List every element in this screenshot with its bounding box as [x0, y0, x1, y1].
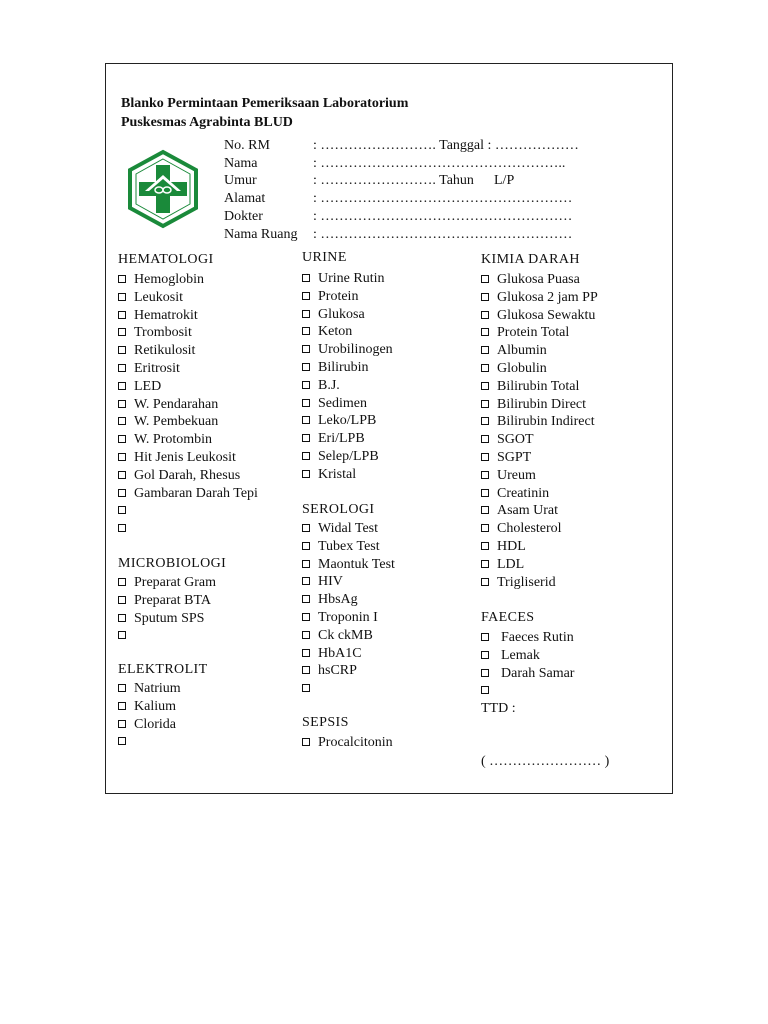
puskesmas-logo-icon	[127, 149, 199, 229]
checkbox[interactable]	[118, 489, 126, 497]
checkbox[interactable]	[302, 631, 310, 639]
checklist-item[interactable]	[481, 360, 547, 378]
checklist-item-label: Bilirubin	[318, 360, 369, 375]
checkbox[interactable]	[481, 651, 489, 659]
checklist-item[interactable]	[118, 449, 236, 467]
checklist-item[interactable]	[302, 734, 393, 752]
field-value[interactable]: : ………………………………………………	[313, 227, 573, 242]
checkbox[interactable]	[302, 524, 310, 532]
checklist-item-label: Bilirubin Indirect	[497, 414, 595, 430]
section-title-hematologi: HEMATOLOGI	[118, 252, 214, 267]
checklist-item-label: Glukosa Puasa	[497, 272, 580, 287]
checklist-item[interactable]	[118, 502, 134, 520]
checklist-item[interactable]	[481, 271, 580, 289]
checklist-item-label: Eritrosit	[134, 361, 180, 376]
checklist-item[interactable]	[302, 645, 362, 663]
checkbox[interactable]	[118, 435, 126, 443]
gender-option[interactable]: L/P	[494, 173, 515, 188]
checkbox[interactable]	[302, 684, 310, 692]
checkbox[interactable]	[118, 596, 126, 604]
checkbox[interactable]	[481, 669, 489, 677]
clinic-name: Puskesmas Agrabinta BLUD	[121, 115, 293, 130]
checklist-item-label: Maontuk Test	[318, 556, 395, 572]
checklist-item-label: LDL	[497, 556, 525, 572]
checklist-item[interactable]	[118, 680, 181, 698]
checkbox[interactable]	[302, 542, 310, 550]
checklist-item-label: Bilirubin Direct	[497, 396, 587, 412]
checkbox[interactable]	[118, 417, 126, 425]
checklist-item[interactable]	[481, 289, 598, 307]
checkbox[interactable]	[118, 328, 126, 336]
checkbox[interactable]	[302, 595, 310, 603]
checklist-item-label: Preparat BTA	[134, 592, 212, 608]
checklist-item-label: HDL	[497, 539, 526, 554]
checkbox[interactable]	[118, 524, 126, 532]
checklist-item-label: Kristal	[318, 466, 357, 482]
checkbox[interactable]	[118, 311, 126, 319]
checkbox[interactable]	[481, 417, 489, 425]
checkbox[interactable]	[118, 506, 126, 514]
checklist-item-label: W. Pendarahan	[134, 396, 219, 412]
checkbox[interactable]	[481, 542, 489, 550]
field-label: Alamat	[224, 191, 266, 206]
checklist-item-label: Cholesterol	[497, 521, 562, 537]
checkbox[interactable]	[118, 578, 126, 586]
checklist-item-label: Glukosa	[318, 306, 365, 322]
checklist-item-label: SGPT	[497, 450, 532, 465]
checklist-item[interactable]	[302, 270, 385, 288]
checklist-item[interactable]	[302, 412, 376, 430]
checklist-item[interactable]	[302, 520, 378, 538]
checklist-item-label: Urobilinogen	[318, 342, 393, 358]
checkbox[interactable]	[481, 400, 489, 408]
checklist-item-label: Lemak	[501, 647, 540, 663]
checklist-item[interactable]	[118, 324, 192, 342]
checkbox[interactable]	[481, 382, 489, 390]
checklist-item[interactable]	[481, 378, 579, 396]
checklist-item[interactable]	[118, 467, 240, 485]
checklist-item-label: Globulin	[497, 361, 547, 376]
checklist-item[interactable]	[118, 733, 134, 751]
checklist-item-label: Gol Darah, Rhesus	[134, 467, 241, 483]
checklist-item[interactable]	[481, 431, 534, 449]
checklist-item[interactable]	[481, 413, 595, 431]
checkbox[interactable]	[302, 434, 310, 442]
checklist-item[interactable]	[118, 574, 216, 592]
checkbox[interactable]	[481, 435, 489, 443]
checkbox[interactable]	[118, 275, 126, 283]
checklist-item[interactable]	[302, 627, 373, 645]
checkbox[interactable]	[481, 346, 489, 354]
checkbox[interactable]	[302, 345, 310, 353]
checklist-item-label: Ck ckMB	[318, 627, 373, 643]
checklist-item-label: Gambaran Darah Tepi	[134, 485, 258, 501]
checkbox[interactable]	[481, 633, 489, 641]
checklist-item-label: HbsAg	[318, 592, 358, 608]
checkbox[interactable]	[302, 292, 310, 300]
checklist-item[interactable]	[481, 502, 558, 520]
checkbox[interactable]	[302, 470, 310, 478]
checkbox[interactable]	[118, 453, 126, 461]
checklist-item[interactable]	[302, 556, 395, 574]
field-label: Umur	[224, 173, 257, 188]
checklist-item[interactable]	[118, 698, 176, 716]
checkbox[interactable]	[302, 666, 310, 674]
checklist-item-label: B.J.	[318, 377, 340, 393]
checklist-item[interactable]	[118, 271, 204, 289]
checklist-item[interactable]	[481, 556, 524, 574]
field-value[interactable]: : ………………………………………………	[313, 191, 573, 206]
checklist-item[interactable]	[302, 448, 379, 466]
checklist-item[interactable]	[481, 396, 586, 414]
field-value[interactable]: : ……………………………………………..	[313, 156, 566, 171]
checklist-item-label: W. Pembekuan	[134, 414, 219, 430]
lab-request-form	[105, 63, 673, 794]
checklist-item-label: Trigliserid	[497, 574, 556, 590]
checklist-item[interactable]	[302, 466, 356, 484]
checklist-item-label: Natrium	[134, 681, 181, 696]
checkbox[interactable]	[302, 381, 310, 389]
checklist-item[interactable]	[118, 289, 183, 307]
checklist-item[interactable]	[302, 680, 318, 698]
checklist-item[interactable]	[481, 682, 501, 700]
checklist-item-label: Hit Jenis Leukosit	[134, 450, 236, 465]
checkbox[interactable]	[118, 702, 126, 710]
checklist-item-label: Glukosa Sewaktu	[497, 307, 596, 323]
checklist-item-label: Troponin I	[318, 610, 378, 625]
field-value[interactable]: : ………………………………………………	[313, 209, 573, 224]
checklist-item-label: Preparat Gram	[134, 575, 217, 590]
form-title: Blanko Permintaan Pemeriksaan Laboratorium	[121, 96, 409, 111]
checklist-item[interactable]	[118, 431, 212, 449]
section-title-faeces: FAECES	[481, 610, 535, 625]
checklist-item-label: HIV	[318, 574, 343, 590]
checklist-item[interactable]	[481, 307, 595, 325]
checklist-item-label: Leko/LPB	[318, 413, 377, 429]
checklist-item[interactable]	[302, 359, 369, 377]
checkbox[interactable]	[481, 489, 489, 497]
field-label: Nama Ruang	[224, 227, 298, 242]
checkbox[interactable]	[118, 614, 126, 622]
checklist-item[interactable]	[118, 378, 161, 396]
checklist-item[interactable]	[302, 662, 357, 680]
checklist-item-label: Sedimen	[318, 395, 367, 411]
checkbox[interactable]	[302, 274, 310, 282]
checkbox[interactable]	[118, 720, 126, 728]
checkbox[interactable]	[118, 631, 126, 639]
checklist-item-label: Leukosit	[134, 289, 183, 305]
section-title-serologi: SEROLOGI	[302, 502, 375, 517]
checklist-item[interactable]	[302, 609, 378, 627]
checklist-item[interactable]	[302, 395, 367, 413]
checklist-item[interactable]	[481, 520, 562, 538]
field-value[interactable]: : ……………………. Tanggal : ………………	[313, 138, 579, 153]
checklist-item-label: Hemoglobin	[134, 272, 204, 287]
checklist-item[interactable]	[481, 449, 531, 467]
checkbox[interactable]	[118, 400, 126, 408]
checkbox[interactable]	[481, 311, 489, 319]
checklist-item-label: Widal Test	[318, 521, 379, 536]
checklist-item-label: Protein	[318, 288, 359, 304]
checklist-item-label: Asam Urat	[497, 503, 559, 519]
checklist-item[interactable]	[481, 324, 569, 342]
checkbox[interactable]	[302, 649, 310, 657]
checklist-item[interactable]	[118, 360, 180, 378]
checklist-item[interactable]	[118, 610, 204, 628]
checklist-item[interactable]	[481, 342, 547, 360]
checklist-item-label: Albumin	[497, 343, 547, 359]
checklist-item-label: Sputum SPS	[134, 610, 205, 626]
checkbox[interactable]	[302, 560, 310, 568]
checklist-item-label: Procalcitonin	[318, 735, 393, 750]
checklist-item[interactable]	[302, 591, 358, 609]
checkbox[interactable]	[118, 382, 126, 390]
checklist-item[interactable]	[481, 647, 540, 665]
checkbox[interactable]	[302, 399, 310, 407]
checkbox[interactable]	[481, 453, 489, 461]
checklist-item[interactable]	[118, 485, 258, 503]
checklist-item[interactable]	[481, 538, 526, 556]
checklist-item-label: Retikulosit	[134, 343, 196, 359]
checklist-item[interactable]	[302, 377, 340, 395]
checklist-item[interactable]	[118, 342, 195, 360]
checkbox[interactable]	[481, 471, 489, 479]
section-title-microbiologi: MICROBIOLOGI	[118, 556, 227, 571]
checkbox[interactable]	[302, 577, 310, 585]
checklist-item[interactable]	[302, 573, 343, 591]
section-title-urine: URINE	[302, 250, 347, 265]
checkbox[interactable]	[118, 737, 126, 745]
checklist-item[interactable]	[302, 306, 365, 324]
checklist-item-label: Protein Total	[497, 325, 570, 341]
checklist-item-label: Glukosa 2 jam PP	[497, 289, 598, 305]
checkbox[interactable]	[118, 684, 126, 692]
checklist-item[interactable]	[481, 665, 574, 683]
checklist-item[interactable]	[302, 341, 393, 359]
checklist-item[interactable]	[118, 716, 176, 734]
checkbox[interactable]	[481, 686, 489, 694]
checkbox[interactable]	[118, 293, 126, 301]
checklist-item[interactable]	[118, 307, 198, 325]
checklist-item-label: SGOT	[497, 432, 534, 448]
checkbox[interactable]	[118, 471, 126, 479]
checklist-item[interactable]	[118, 396, 218, 414]
checklist-item-label: Tubex Test	[318, 538, 380, 554]
checklist-item-label: Urine Rutin	[318, 271, 385, 286]
checkbox[interactable]	[481, 275, 489, 283]
checklist-item-label: Bilirubin Total	[497, 378, 580, 394]
section-title-kimia-darah: KIMIA DARAH	[481, 252, 580, 267]
checklist-item-label: Eri/LPB	[318, 431, 365, 447]
checkbox[interactable]	[302, 327, 310, 335]
checklist-item[interactable]	[302, 323, 352, 341]
checklist-item-label: Clorida	[134, 716, 176, 732]
checklist-item-label: Ureum	[497, 467, 536, 483]
checklist-item[interactable]	[481, 467, 536, 485]
checklist-item-label: Darah Samar	[501, 665, 575, 681]
checkbox[interactable]	[481, 506, 489, 514]
checkbox[interactable]	[481, 560, 489, 568]
checkbox[interactable]	[481, 293, 489, 301]
checkbox[interactable]	[302, 363, 310, 371]
checklist-item[interactable]	[302, 538, 380, 556]
checklist-item-label: Hematrokit	[134, 307, 198, 323]
checklist-item[interactable]	[118, 520, 134, 538]
checklist-item[interactable]	[481, 485, 549, 503]
checkbox[interactable]	[481, 578, 489, 586]
checklist-item-label: Kalium	[134, 698, 176, 714]
signature-line[interactable]: ( …………………… )	[481, 754, 610, 769]
checklist-item-label: W. Protombin	[134, 432, 213, 448]
checklist-item-label: Keton	[318, 324, 353, 340]
field-value[interactable]: : ……………………. Tahun	[313, 173, 474, 188]
checklist-item-label: HbA1C	[318, 645, 362, 661]
field-label: Nama	[224, 156, 258, 171]
checkbox[interactable]	[302, 613, 310, 621]
checklist-item[interactable]	[481, 574, 556, 592]
checkbox[interactable]	[302, 738, 310, 746]
checkbox[interactable]	[302, 416, 310, 424]
checkbox[interactable]	[302, 310, 310, 318]
field-label: Dokter	[224, 209, 263, 224]
checklist-item-label: Trombosit	[134, 325, 192, 341]
checklist-item-label: Creatinin	[497, 485, 550, 501]
checklist-item[interactable]	[481, 629, 574, 647]
section-title-elektrolit: ELEKTROLIT	[118, 662, 208, 677]
checklist-item[interactable]	[118, 413, 218, 431]
checkbox[interactable]	[481, 328, 489, 336]
checkbox[interactable]	[302, 452, 310, 460]
checklist-item-label: Faeces Rutin	[501, 630, 574, 645]
checklist-item-label: LED	[134, 378, 162, 394]
checklist-item[interactable]	[118, 627, 134, 645]
checkbox[interactable]	[481, 524, 489, 532]
checklist-item-label: Selep/LPB	[318, 449, 379, 464]
section-title-sepsis: SEPSIS	[302, 715, 349, 730]
field-label: No. RM	[224, 138, 270, 153]
checklist-item[interactable]	[118, 592, 211, 610]
checklist-item[interactable]	[302, 430, 365, 448]
checklist-item-label: hsCRP	[318, 663, 357, 679]
checklist-item[interactable]	[302, 288, 358, 306]
checkbox[interactable]	[481, 364, 489, 372]
signature-label: TTD :	[481, 701, 516, 716]
checkbox[interactable]	[118, 364, 126, 372]
checkbox[interactable]	[118, 346, 126, 354]
